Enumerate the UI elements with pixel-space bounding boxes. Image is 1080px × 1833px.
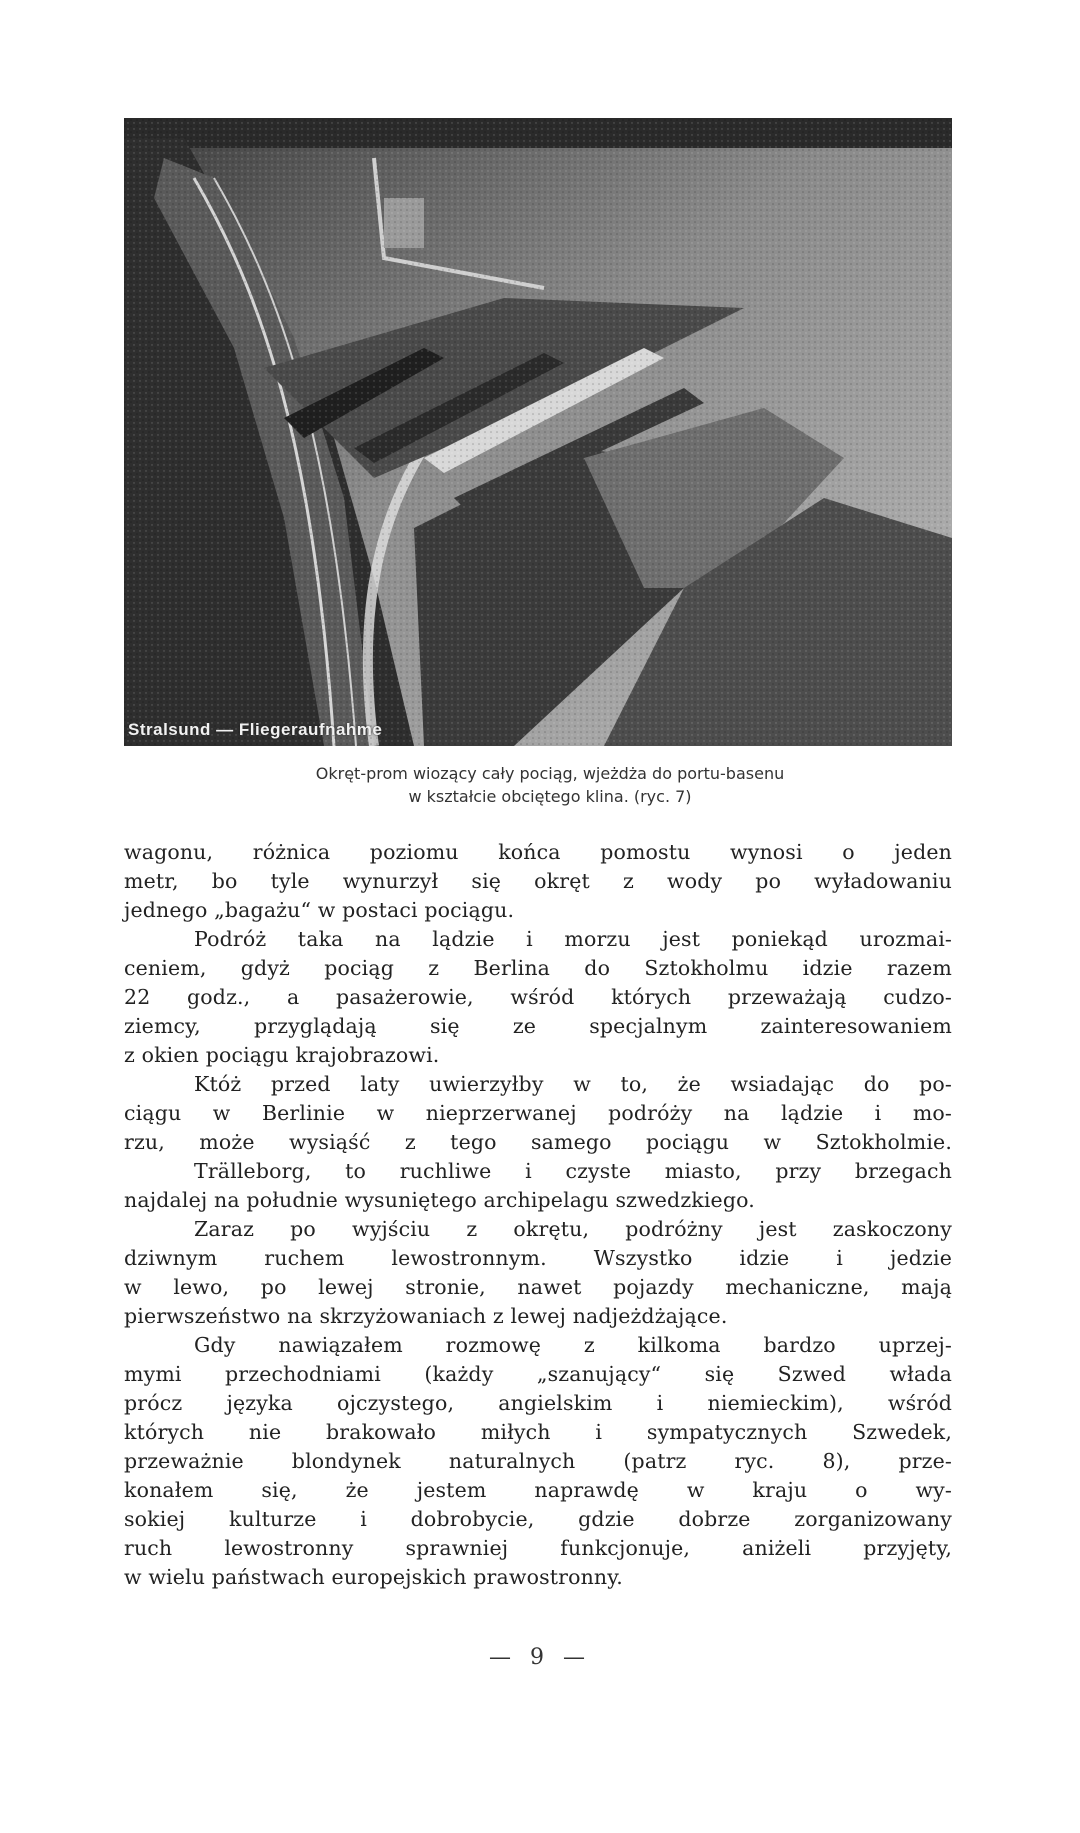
text-line: jednego „bagażu“ w postaci pociągu. xyxy=(124,898,515,922)
text-line: Trälleborg, to ruchliwe i czyste miasto, przy brzegach xyxy=(194,1159,952,1183)
photo-watermark: Stralsund — Fliegeraufnahme xyxy=(128,720,383,739)
text-line: ceniem, gdyż pociąg z Berlina do Sztokholmu idzie razem xyxy=(124,956,952,980)
text-line: Zaraz po wyjściu z okrętu, podróżny jest zaskoczony xyxy=(194,1217,952,1241)
text-line: z okien pociągu krajobrazowi. xyxy=(124,1043,440,1067)
text-line: ruch lewostronny sprawniej funkcjonuje, aniżeli przyjęty, xyxy=(124,1536,952,1560)
page-number: — 9 — xyxy=(489,1645,591,1670)
text-line: przeważnie blondynek naturalnych (patrz ryc. 8), prze- xyxy=(124,1449,952,1473)
text-line: w wielu państwach europejskich prawostronny. xyxy=(124,1565,623,1589)
text-line: Któż przed laty uwierzyłby w to, że wsiadając do po- xyxy=(194,1072,952,1096)
text-line: wagonu, różnica poziomu końca pomostu wynosi o jeden xyxy=(124,840,952,864)
text-line: pierwszeństwo na skrzyżowaniach z lewej nadjeżdżające. xyxy=(124,1304,728,1328)
text-line: w lewo, po lewej stronie, nawet pojazdy mechaniczne, mają xyxy=(124,1275,952,1299)
text-line: 22 godz., a pasażerowie, wśród których przeważają cudzo- xyxy=(124,985,952,1009)
caption-line-2: w kształcie obciętego klina. (ryc. 7) xyxy=(408,787,692,806)
text-line: prócz języka ojczystego, angielskim i niemieckim), wśród xyxy=(124,1391,952,1415)
text-line: mymi przechodniami (każdy „szanujący“ się Szwed włada xyxy=(124,1362,952,1386)
body-text xyxy=(124,838,952,1592)
text-line: metr, bo tyle wynurzył się okręt z wody po wyładowaniu xyxy=(124,869,952,893)
text-line: Gdy nawiązałem rozmowę z kilkoma bardzo uprzej- xyxy=(194,1333,952,1357)
text-line: konałem się, że jestem naprawdę w kraju o wy- xyxy=(124,1478,952,1502)
harbor-photo xyxy=(124,118,952,746)
text-line: ziemcy, przyglądają się ze specjalnym zainteresowaniem xyxy=(124,1014,952,1038)
photo-caption xyxy=(150,762,950,808)
text-line: rzu, może wysiąść z tego samego pociągu w Sztokholmie. xyxy=(124,1130,952,1154)
text-line: dziwnym ruchem lewostronnym. Wszystko idzie i jedzie xyxy=(124,1246,952,1270)
text-line: Podróż taka na lądzie i morzu jest poniekąd urozmai- xyxy=(194,927,952,951)
text-line: ciągu w Berlinie w nieprzerwanej podróży na lądzie i mo- xyxy=(124,1101,952,1125)
text-line: sokiej kulturze i dobrobycie, gdzie dobrze zorganizowany xyxy=(124,1507,952,1531)
text-line: których nie brakowało miłych i sympatycznych Szwedek, xyxy=(124,1420,952,1444)
text-line: najdalej na południe wysuniętego archipelagu szwedzkiego. xyxy=(124,1188,755,1212)
harbor-photo-illustration xyxy=(124,118,952,746)
caption-line-1: Okręt-prom wiozący cały pociąg, wjeżdża do portu-basenu xyxy=(315,764,785,783)
